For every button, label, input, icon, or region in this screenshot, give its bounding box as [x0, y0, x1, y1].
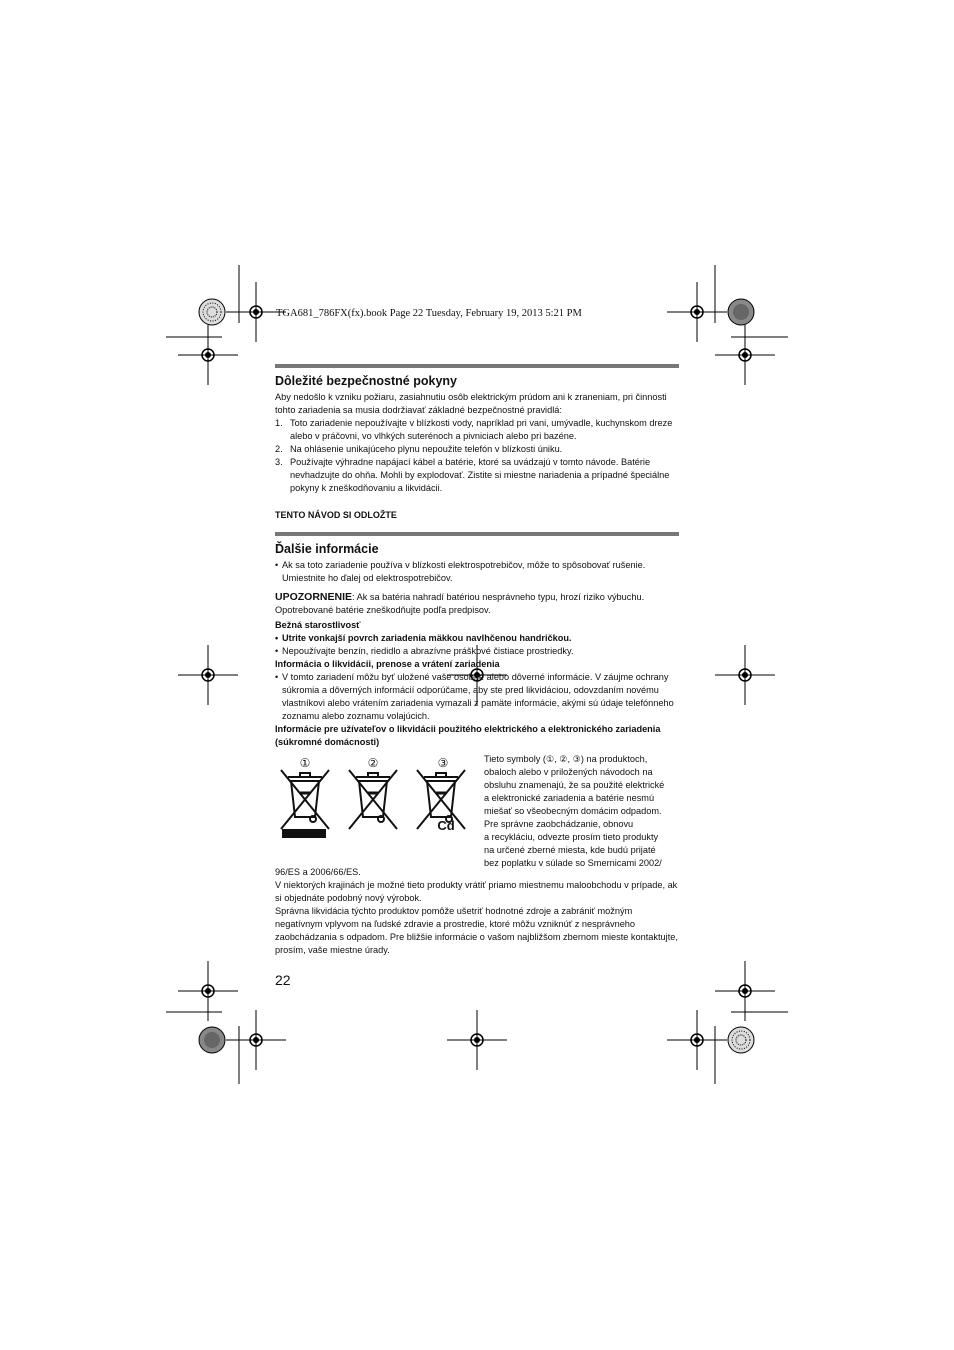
section-rule: [275, 364, 679, 368]
list-item: • V tomto zariadení môžu byť uložené vaše osobné alebo dôverné informácie. V záujme ochrany súkromia a dôverných informácií odporúčame, aby ste pred likvidáciou, odovzdaním novému vlastníkovi alebo vrátením zariadenia vymazali z pamäte informácie, akými sú údaje telefónneho zoznamu alebo zoznamu volajúcich.: [275, 671, 679, 723]
section-rule: [275, 532, 679, 536]
symbols-description: Tieto symboly (①, ②, ③) na produktoch, obaloch alebo v priložených návodoch na obsluhu znamenajú, že sa použité elektrické a elektronické zariadenia a batérie nesmú miešať so všeobecným domácim odpadom. Pre správne zaobchádzanie, obnovu a recykláciu, odvezte prosím tieto produkty na určené zberné miesta, kde budú prijaté bez poplatku v súlade so Smernicami 2002/: [484, 754, 665, 868]
safety-item: [275, 443, 679, 456]
warning-text: : Ak sa batéria nahradí batériou nesprávneho typu, hrozí riziko výbuchu. Opotrebované batérie zneškodňujte podľa predpisov.: [275, 592, 645, 615]
list-item: • Utrite vonkajší povrch zariadenia mäkkou navlhčenou handričkou.: [275, 632, 679, 645]
crossed-bin-icon: [275, 753, 480, 863]
color-wheel-icon: [199, 299, 225, 325]
bullet-text: Utrite vonkajší povrch zariadenia mäkkou navlhčenou handričkou.: [282, 633, 572, 643]
symbol-label: ③: [437, 756, 449, 770]
color-wheel-icon: [728, 1027, 754, 1053]
list-item: • Ak sa toto zariadenie používa v blízkosti elektrospotrebičov, môže to spôsobovať rušenie. Umiestnite ho ďalej od elektrospotrebičov.: [275, 559, 679, 585]
registration-target-icon: [667, 282, 727, 342]
item-text: Toto zariadenie nepoužívajte v blízkosti vody, napríklad pri vani, umývadle, kuchynskom dreze alebo v práčovni, vo vlhkých suterénoch a pivniciach alebo pri bazéne.: [290, 418, 673, 441]
return-text: V niektorých krajinách je možné tieto produkty vrátiť priamo miestnemu maloobchodu v prípade, ak si objednáte podobný nový výrobok.: [275, 880, 678, 903]
wheelie-bin-icon: [281, 770, 329, 829]
more-info-title: Ďalšie informácie: [275, 542, 379, 556]
color-wheel-icon: [199, 1027, 225, 1053]
bullet-text: Nepoužívajte benzín, riedidlo a abrazívne práškové čistiace prostriedky.: [282, 646, 574, 656]
warning-label: UPOZORNENIE: [275, 591, 353, 603]
item-text: Na ohlásenie unikajúceho plynu nepoužite telefón v blízkosti úniku.: [290, 444, 563, 454]
cd-label: Cd: [437, 818, 455, 833]
color-wheel-icon: [728, 299, 754, 325]
warning-paragraph: [275, 591, 679, 617]
registration-target-icon: [178, 325, 238, 385]
safety-item: [275, 456, 679, 495]
page-content: [275, 364, 679, 957]
symbol-label: ②: [367, 756, 379, 770]
item-text: Používajte výhradne napájací kábel a batérie, ktoré sa uvádzajú v tomto návode. Batérie nevhadzujte do ohňa. Mohli by explodovať. Zistite si miestne nariadenia a prípadné špeciálne pokyny k zneškodňovaniu a likvidácii.: [290, 457, 670, 493]
directive-tail: 96/ES a 2006/66/ES.: [275, 867, 361, 877]
registration-target-icon: [715, 325, 775, 385]
registration-target-icon: [178, 645, 238, 705]
safety-item: [275, 417, 679, 443]
users-title: Informácie pre užívateľov o likvidácii použitého elektrického a elektronického zariadenia (súkromné domácnosti): [275, 724, 661, 747]
file-header: TGA681_786FX(fx).book Page 22 Tuesday, February 19, 2013 5:21 PM: [276, 308, 582, 319]
registration-target-icon: [715, 645, 775, 705]
keep-notice: TENTO NÁVOD SI ODLOŽTE: [275, 510, 397, 520]
item-number: 3.: [275, 457, 283, 467]
safety-intro: Aby nedošlo k vzniku požiaru, zasiahnutiu osôb elektrickým prúdom ani k zraneniam, pri činnosti tohto zariadenia sa musia dodržiavať základné bezpečnostné pravidlá:: [275, 392, 667, 415]
weee-symbols-block: [275, 753, 679, 866]
disposal-title: Informácia o likvidácii, prenose a vrátení zariadenia: [275, 659, 500, 669]
wheelie-bin-icon: [349, 770, 397, 829]
item-number: 1.: [275, 418, 283, 428]
care-title: Bežná starostlivosť: [275, 620, 361, 630]
safety-title: Dôležité bezpečnostné pokyny: [275, 374, 457, 388]
registration-target-icon: [226, 1010, 286, 1070]
symbol-label: ①: [299, 756, 311, 770]
registration-target-icon: [447, 1010, 507, 1070]
page-number: 22: [275, 972, 291, 988]
item-number: 2.: [275, 444, 283, 454]
bullet-text: V tomto zariadení môžu byť uložené vaše osobné alebo dôverné informácie. V záujme ochrany súkromia a dôverných informácií odporúčame, aby ste pred likvidáciou, odovzdaním novému vlastníkovi alebo vrátením zariadenia vymazali z pamäte informácie, akými sú údaje telefónneho zoznamu alebo zoznamu volajúcich.: [282, 672, 674, 721]
bullet-text: Ak sa toto zariadenie používa v blízkosti elektrospotrebičov, môže to spôsobovať rušenie. Umiestnite ho ďalej od elektrospotrebičov.: [282, 560, 646, 583]
registration-target-icon: [667, 1010, 727, 1070]
correct-disposal-text: Správna likvidácia týchto produktov pomôže ušetriť hodnotné zdroje a zabrániť možným negatívnym vplyvom na ľudské zdravie a prostredie, ktoré môžu vzniknúť z nesprávneho zaobchádzania s odpadom. Pre bližšie informácie o vašom najbližšom zbernom mieste kontaktujte, prosím, vaše miestne úrady.: [275, 906, 678, 955]
list-item: • Nepoužívajte benzín, riedidlo a abrazívne práškové čistiace prostriedky.: [275, 645, 679, 658]
